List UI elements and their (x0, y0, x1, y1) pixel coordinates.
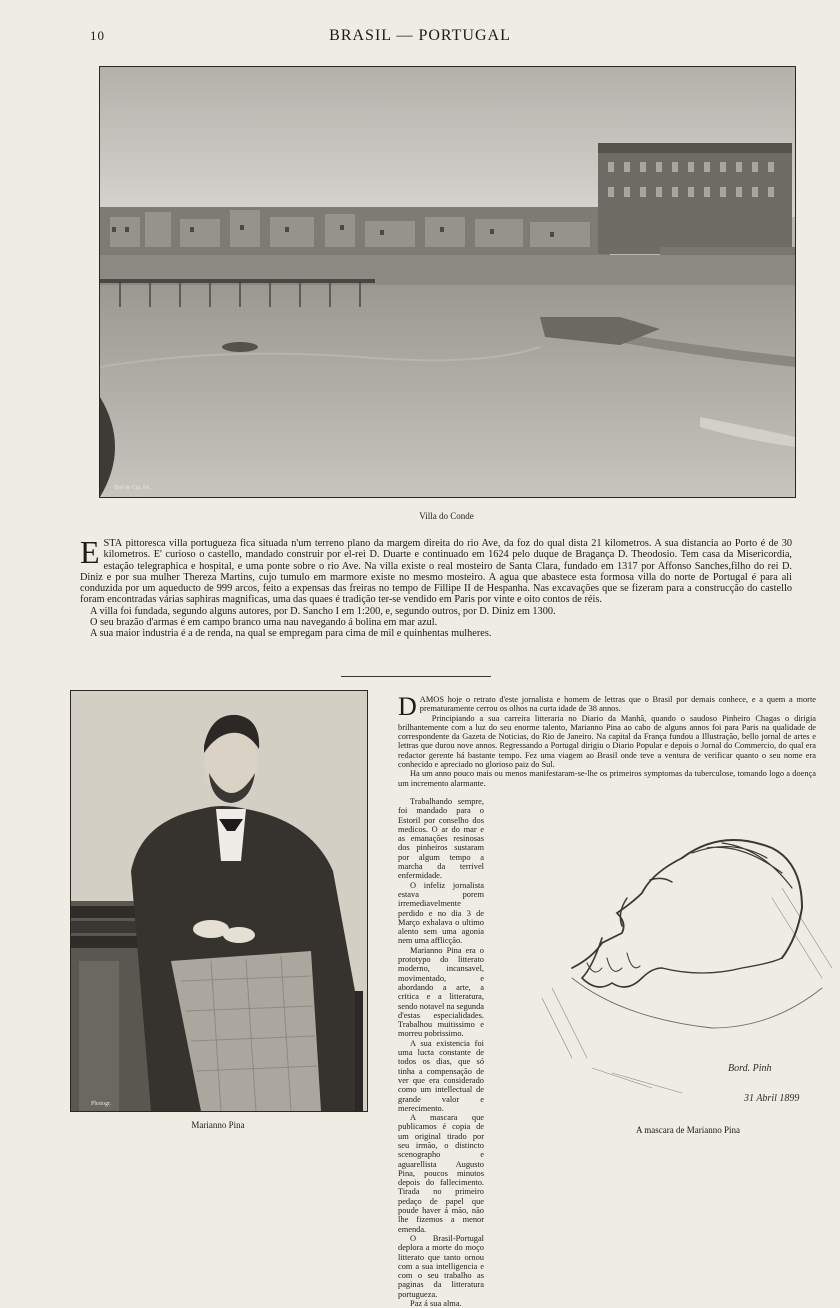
drop-cap: E (80, 534, 100, 570)
page-number: 10 (90, 28, 105, 43)
villa-do-conde-photo (99, 66, 796, 498)
lead-word: AMOS (419, 695, 444, 704)
sketch-signature: Bord. Pinh (728, 1063, 772, 1074)
marianno-pina-portrait (70, 690, 368, 1112)
article2-paragraph-3: Ha um anno pouco mais ou menos manifestaram-se-lhe os primeiros symptomas da tuberculose, tomando logo a doença um incremento alarmante. (398, 769, 816, 788)
article-marianno-pina-column (398, 797, 484, 1308)
photo-credit: Biel & Cia, fot. (114, 485, 152, 491)
drop-cap: D (398, 692, 417, 721)
portrait-caption: Marianno Pina (191, 1120, 245, 1130)
article2-paragraph-9: O Brasil-Portugal deplora a morte do moço litterato que tanto ornou com a sua intelligencia e com o seu trabalho as paginas da litteratura portugueza. (398, 1233, 484, 1299)
article2-paragraph-2: Principiando a sua carreira litteraria no Diario da Manhã, quando o saudoso Pinheiro Chagas o dirigia brilhantemente com a luz do seu enorme talento, Marianno Pina ao cabo de alguns annos foi para Paris na qualidade de correspondente da Gazeta de Noticias, do Rio de Janeiro. Na capital da França fundou a Illustração, bello jornal de artes e lettras que durou nove annos. Regressando a Portugal dirigiu o Diario Popular e depois o Jornal do Commercio, do qual era redactor gerente há bastante tempo. Fez uma viagem ao Brasil onde teve a ventura de verificar quanto o seu nome era conhecido e apreciado no glorioso paiz do Sul. (398, 713, 816, 770)
article-villa-do-conde (80, 534, 792, 640)
article2-paragraph-4: Trabalhando sempre, foi mandado para o Estoril por conselho dos medicos. O ar do mar e as emanações resinosas dos pinheiros sustaram por algum tempo a marcha da terrivel enfermidade. (398, 797, 484, 881)
portrait-credit: Photogr. (91, 1101, 112, 1107)
article2-paragraph-8: A mascara que publicamos é copia de um original tirado por seu irmão, o distincto scenographo e aguarellista Augusto Pina, poucos minutos depois do fallecimento. Tirada no primeiro pedaço de papel que poude haver á mão, não lhe fizemos a menor emenda. (398, 1113, 484, 1234)
article1-paragraph-3: O seu brazão d'armas é em campo branco uma nau navegando á bolina em mar azul. (90, 617, 438, 629)
sketch-date: 31 Abril 1899 (744, 1093, 800, 1104)
article-marianno-pina-top (398, 692, 817, 788)
sketch-illustration (532, 818, 838, 1118)
landscape-illustration (100, 67, 795, 497)
article2-paragraph-10: Paz á sua alma. (410, 1299, 462, 1308)
death-mask-sketch (532, 818, 838, 1118)
article2-paragraph-7: A sua existencia foi uma lucta constante de todos os dias, que só tinha a compensação de ver que era considerado como um intellectual de grande valor e merecimento. (398, 1038, 484, 1113)
article1-paragraph-1: pittoresca villa portugueza fica situada n'um terreno plano da margem direita do rio Ave, da foz do qual dista 21 kilometros. A sua distancia ao Porto é de 30 kilometros. E' curioso o castello, mandado construir por el-rei D. Duarte e continuado em 1624 pelo duque de Bragança D. Theodosio. Tem casa da Misericordia, estação telegraphica e hospital, e uma ponte sobre o rio Ave. Na villa existe o real mosteiro de Santa Clara, fundado em 1317 por Affonso Sanches,filho do rei D. Diniz e por sua mulher Thereza Martins, cujo tumulo em marmore existe no mesmo mosteiro. A agua que abastece esta formosa villa do norte de Portugal é para ali conduzida por um aqueducto de 999 arcos, feito a expensas das freiras no tempo de Fillipe II de Hespanha. Nas excavações que se fizeram para a construcção do castello foram encontradas várias saphiras magnificas, uma das quaes é tradição ter-se vendido em Paris por vinte e oito contos de réis. (80, 538, 792, 606)
article2-paragraph-1: hoje o retrato d'este jornalista e homem de lettras que o Brasil por demais conhece, e a quem a morte prematuramente cerrou os olhos na curta idade de 38 annos. (419, 695, 817, 714)
lead-word: STA (103, 538, 123, 549)
article2-paragraph-5: O infeliz jornalista estava porem irremediavelmente perdido e no dia 3 de Março exhalava o ultimo alento sem uma agonia nem uma afflicção. (398, 880, 484, 946)
article2-paragraph-6: Marianno Pina era o prototypo do litterato moderno, incansavel, movimentado, e abordando a arte, a critica e a litteratura, sendo notavel na segunda d'estas especialidades. Trabalhou muitissimo e morreu pobrissimo. (398, 945, 484, 1039)
running-title: BRASIL — PORTUGAL (329, 27, 511, 44)
section-divider (341, 676, 491, 677)
mask-caption: A mascara de Marianno Pina (636, 1125, 740, 1135)
villa-caption: Villa do Conde (419, 511, 474, 521)
article1-paragraph-4: A sua maior industria é a de renda, na qual se empregam para cima de mil e quinhentas mulheres. (90, 628, 492, 640)
article1-paragraph-2: A villa foi fundada, segundo alguns autores, por D. Sancho I em 1:200, e, segundo outros, por D. Diniz em 1300. (90, 605, 556, 617)
portrait-illustration (71, 691, 367, 1111)
